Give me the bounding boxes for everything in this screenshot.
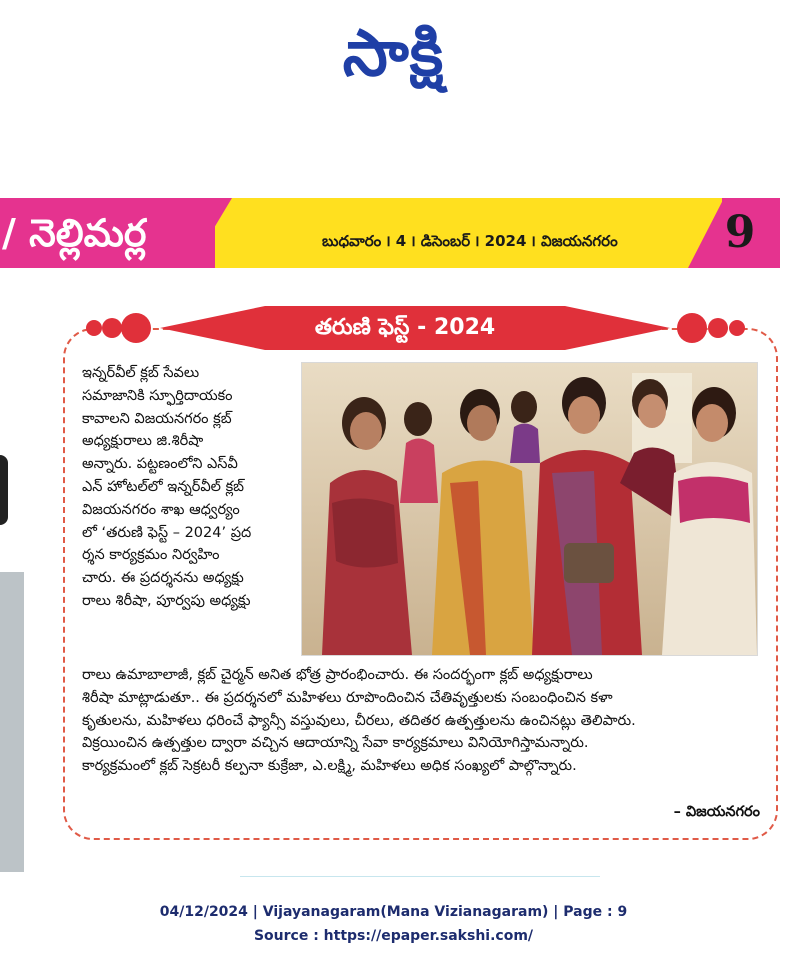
ribbon-dot xyxy=(677,313,707,343)
text-line: విజయనగరం శాఖ ఆధ్వర్యం xyxy=(82,501,240,518)
ribbon-dot xyxy=(729,320,745,336)
cropped-photo-fragment xyxy=(0,572,24,872)
ribbon-dot xyxy=(121,313,151,343)
text-line: కృతులను, మహిళలు ధరించే ఫ్యాన్సీ వస్తువులు, చీరలు, తదితర ఉత్పత్తులను ఉంచినట్లు తెలిపారు. xyxy=(82,712,636,729)
text-line: సమాజానికి స్ఫూర్తిదాయకం xyxy=(82,387,233,404)
ribbon-dot xyxy=(86,320,102,336)
text-line: కావాలని విజయనగరం క్లబ్ xyxy=(82,410,232,427)
text-line: ఎన్ హోటల్‌లో ఇన్నర్‌వీల్ క్లబ్ xyxy=(82,478,245,495)
text-line: అన్నారు. పట్టణంలోని ఎస్‌వీ xyxy=(82,456,238,473)
page-number: 9 xyxy=(724,207,756,258)
text-line: రాలు శిరీషా, పూర్వపు అధ్యక్షు xyxy=(82,592,251,609)
text-line: రాలు ఉమాబాలాజీ, క్లబ్ చైర్మన్ అనిత భోత్ర ప్రారంభించారు. ఈ సందర్భంగా క్లబ్ అధ్యక్షురాలు xyxy=(82,667,593,683)
ribbon-dot xyxy=(102,318,122,338)
footer-publication-info: 04/12/2024 | Vijayanagaram(Mana Vizianagaram) | Page : 9 xyxy=(159,904,628,920)
footer-divider xyxy=(240,876,600,877)
ribbon-dot xyxy=(708,318,728,338)
text-line: కార్యక్రమంలో క్లబ్ సెక్రటరీ కల్పనా కుక్రేజా, ఎ.లక్ష్మి, మహిళలు అధిక సంఖ్యలో పాల్గొన్నారు. xyxy=(82,758,577,775)
text-line: ఇన్నర్‌వీల్ క్లబ్ సేవలు xyxy=(82,365,200,381)
article-signoff: – విజయనగరం xyxy=(673,804,760,820)
text-line: అధ్యక్షురాలు జి.శిరీషా xyxy=(82,433,204,450)
text-line: చారు. ఈ ప్రదర్శనను అధ్యక్షు xyxy=(82,570,244,587)
cropped-image-fragment xyxy=(0,455,8,525)
text-line: ర్శన కార్యక్రమం నిర్వహిం xyxy=(82,547,220,564)
banner-section-slant xyxy=(190,198,232,268)
article-body-text xyxy=(82,664,758,778)
section-name: / నెల్లిమర్ల xyxy=(2,211,147,255)
event-photo xyxy=(301,362,758,656)
text-line: శిరీషా మాట్లాడుతూ.. ఈ ప్రదర్శనలో మహిళలు రూపొందించిన చేతివృత్తులకు సంబంధించిన కళా xyxy=(82,689,613,706)
masthead xyxy=(0,0,787,110)
text-line: విక్రయించిన ఉత్పత్తుల ద్వారా వచ్చిన ఆదాయాన్ని సేవా కార్యక్రమాలు వినియోగిస్తామన్నారు. xyxy=(82,735,589,752)
article-column-text xyxy=(82,362,294,613)
dateline: బుధవారం ౹ 4 ౹ డిసెంబర్ ౹ 2024 ౹ విజయనగరం xyxy=(322,232,618,250)
sakshi-logo: సాక్షి xyxy=(342,17,445,91)
text-line: లో ‘తరుణి ఫెస్ట్ – 2024’ ప్రద xyxy=(82,524,252,541)
article-headline: తరుణి ఫెస్ట్ - 2024 xyxy=(314,315,496,340)
footer-source-link[interactable]: Source : https://epaper.sakshi.com/ xyxy=(253,928,534,944)
